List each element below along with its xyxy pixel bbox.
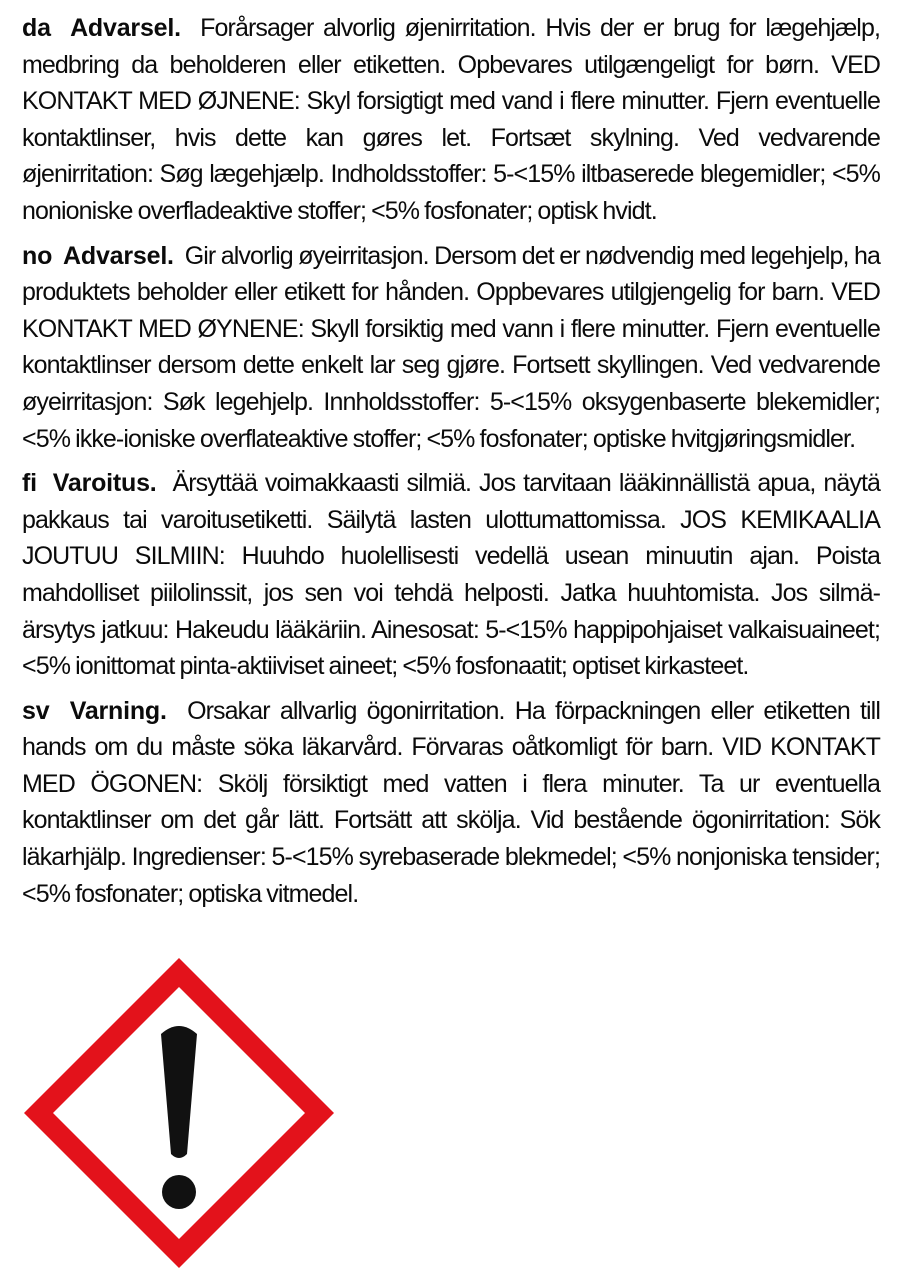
language-code: sv — [22, 696, 50, 725]
signal-word: Advarsel. — [63, 241, 174, 270]
exclamation-dot — [162, 1175, 196, 1209]
signal-word: Varoitus. — [52, 469, 157, 498]
section-text: Ärsyttää voimakkaasti silmiä. Jos tarvitaan lääkinnällistä apua, näytä pakkaus tai varoitusetiketti. Säilytä lasten ulottumattomissa. JOS KEMIKAALIA JOUTUU SILMIIN: Huuhdo huolellisesti vedellä usean minuutin ajan. Poista mahdolliset piilolinssit, jos sen voi tehdä helposti. Jatka huuhtomista. Jos silmä-ärsytys jatkuu: Hakeudu lääkäriin. Ainesosat: 5-<15% happipohjaiset valkaisuaineet; <5% ionittomat pinta-aktiiviset aineet; <5% fosfonaatit; optiset kirkasteet. — [22, 469, 881, 681]
language-code: fi — [22, 469, 37, 498]
language-code: da — [22, 14, 51, 42]
section-fi — [22, 465, 880, 685]
section-sv — [22, 693, 880, 913]
section-text: Forårsager alvorlig øjenirritation. Hvis der er brug for lægehjælp, medbring da beholderen eller etiketten. Opbevares utilgængeligt for børn. VED KONTAKT MED ØJNENE: Skyl forsigtigt med vand i flere minutter. Fjern eventuelle kontaktlinser, hvis dette kan gøres let. Fortsæt skylning. Ved vedvarende øjenirritation: Søg lægehjælp. Indholdsstoffer: 5-<15% iltbaserede blegemidler; <5% nonioniske overfladeaktive stoffer; <5% fosfonater; optisk hvidt. — [22, 14, 881, 225]
language-code: no — [22, 241, 53, 270]
hazard-label-text — [22, 10, 880, 920]
section-da — [22, 10, 880, 230]
section-text: Gir alvorlig øyeirritasjon. Dersom det er nødvendig med legehjelp, ha produktets beholder eller etikett for hånden. Oppbevares utilgjengelig for barn. VED KONTAKT MED ØYNENE: Skyll forsiktig med vann i flere minutter. Fjern eventuelle kontaktlinser dersom dette enkelt lar seg gjøre. Fortsett skyllingen. Ved vedvarende øyeirritasjon: Søk legehjelp. Innholdsstoffer: 5-<15% oksygenbaserte blekemidler; <5% ikke-ioniske overflateaktive stoffer; <5% fosfonater; optiske hvitgjøringsmidler. — [22, 241, 881, 453]
section-no — [22, 238, 880, 458]
section-text: Orsakar allvarlig ögonirritation. Ha förpackningen eller etiketten till hands om du måste söka läkarvård. Förvaras oåtkomligt för barn. VID KONTAKT MED ÖGONEN: Skölj försiktigt med vatten i flera minuter. Ta ur eventuella kontaktlinser om det går lätt. Fortsätt att skölja. Vid bestående ögonirritation: Sök läkarhjälp. Ingredienser: 5-<15% syrebaserade blekmedel; <5% nonjoniska tensider; <5% fosfonater; optiska vitmedel. — [22, 696, 880, 908]
signal-word: Advarsel. — [70, 14, 181, 42]
exclamation-mark-hazard-icon — [18, 952, 340, 1274]
signal-word: Varning. — [69, 696, 167, 725]
